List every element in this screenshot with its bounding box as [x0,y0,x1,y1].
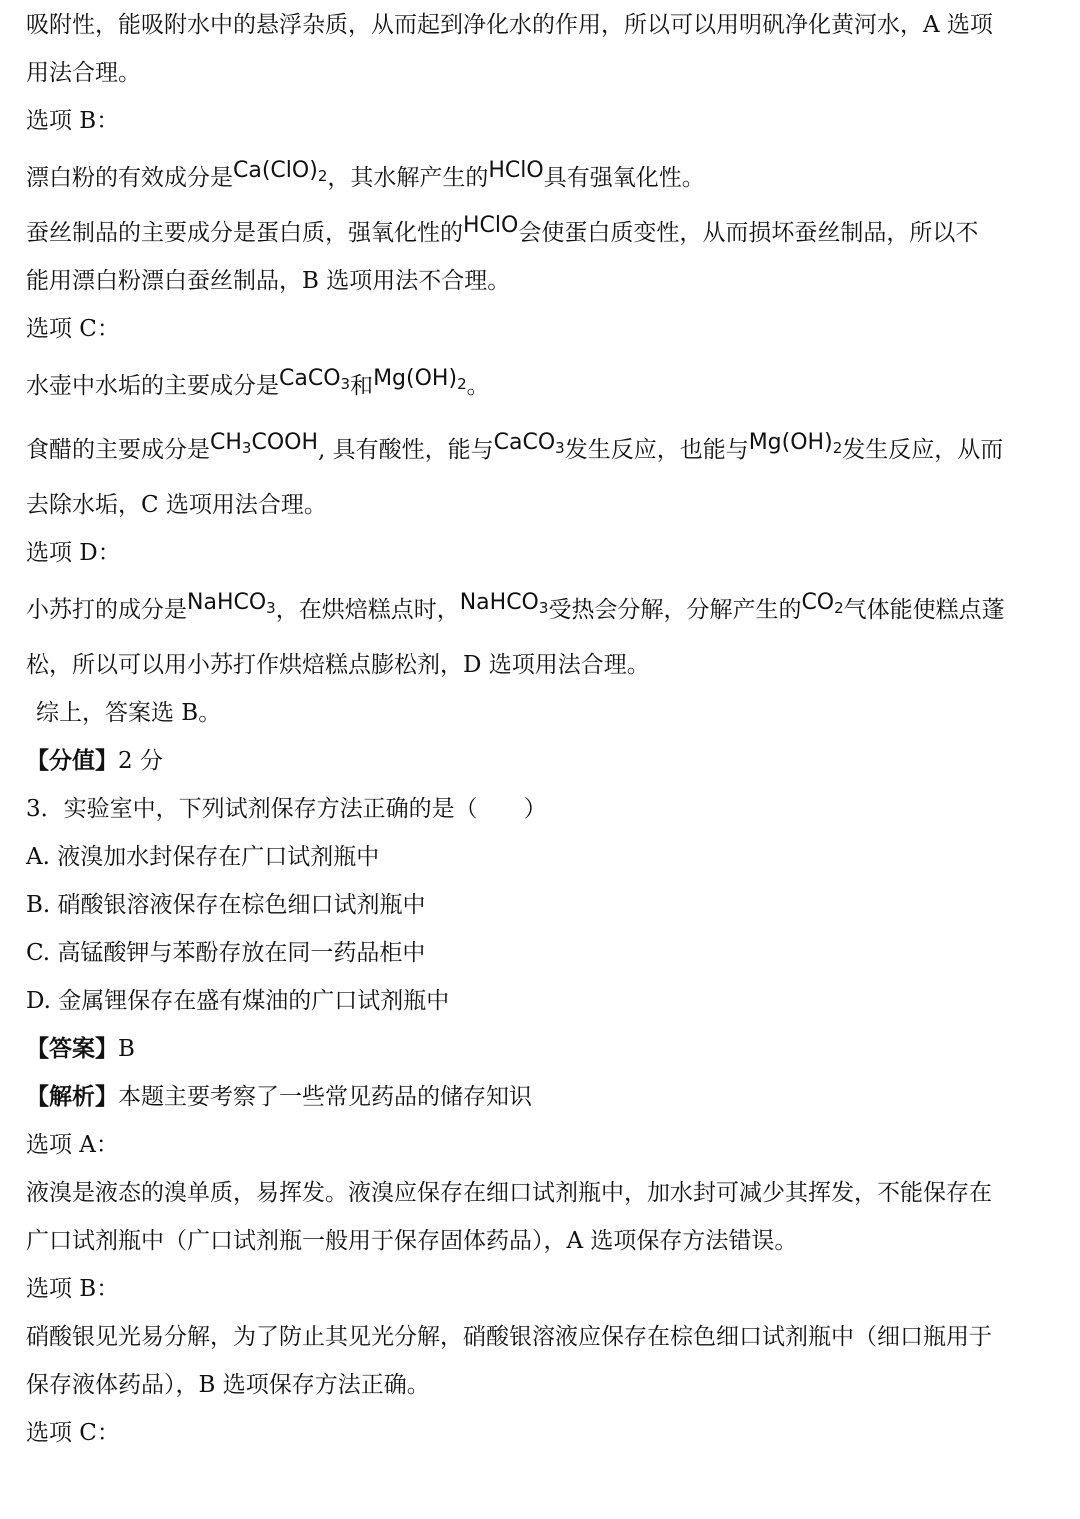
question-stem: 3．实验室中，下列试剂保存方法正确的是（ ） [26,796,547,822]
formula-mg-oh2: $Mg(OH)_2$ [748,430,843,457]
answer-value: B [118,1036,135,1062]
analysis-line [26,1082,532,1112]
text-line-scale: 水壶中水垢的主要成分是CaCO$_3$和$Mg(OH)_2$。 [26,366,490,399]
answer-line [26,1034,135,1064]
option-heading: 选项 A： [26,1132,119,1158]
formula-hclo: HClO [463,213,519,238]
option-heading: 选项 C： [26,316,120,342]
text-line: 吸附性，能吸附水中的悬浮杂质，从而起到净化水的作用，所以可以用明矾净化黄河水，A 选项 [26,12,993,38]
text-line-bleach: 漂白粉的有效成分是$Ca(ClO)_2$，其水解产生的HClO具有强氧化性。 [26,158,705,191]
choice-d: D. 金属锂保存在盛有煤油的广口试剂瓶中 [26,988,450,1014]
text-line: 液溴是液态的溴单质，易挥发。液溴应保存在细口试剂瓶中，加水封可减少其挥发，不能保存在 [26,1180,992,1206]
text-line: 用法合理。 [26,60,141,86]
text-line-baking-soda: 小苏打的成分是NaHCO$_3$，在烘焙糕点时，NaHCO$_3$受热会分解，分解产生的$CO_2$气体能使糕点蓬 [26,590,1005,623]
text-line: 硝酸银见光易分解，为了防止其见光分解，硝酸银溶液应保存在棕色细口试剂瓶中（细口瓶用于 [26,1324,992,1350]
analysis-text: 本题主要考察了一些常见药品的储存知识 [118,1084,532,1110]
formula-caco3: CaCO$_3$ [493,430,565,457]
text-line: 能用漂白粉漂白蚕丝制品，B 选项用法不合理。 [26,268,511,294]
score-label: 【分值】 [26,747,118,774]
option-heading: 选项 C： [26,1420,120,1446]
option-heading: 选项 B： [26,1276,120,1302]
text-line-vinegar: 食醋的主要成分是$CH_3COOH$, 具有酸性，能与CaCO$_3$发生反应，也能与$Mg(OH)_2$发生反应，从而 [26,430,1004,463]
formula-co2: $CO_2$ [801,590,844,617]
formula-caco3: CaCO$_3$ [279,366,351,393]
conclusion-line: 综上，答案选 B。 [36,700,222,726]
formula-mg-oh2: $Mg(OH)_2$ [373,366,467,393]
text-line-silk: 蚕丝制品的主要成分是蛋白质，强氧化性的HClO会使蛋白质变性，从而损坏蚕丝制品，所以不 [26,213,979,246]
analysis-label: 【解析】 [26,1083,118,1110]
formula-nahco3: NaHCO$_3$ [459,590,549,617]
formula-ca-clo2: $Ca(ClO)_2$ [233,158,328,185]
choice-b: B. 硝酸银溶液保存在棕色细口试剂瓶中 [26,892,426,918]
text-line: 广口试剂瓶中（广口试剂瓶一般用于保存固体药品），A 选项保存方法错误。 [26,1228,798,1254]
option-heading: 选项 D： [26,540,121,566]
text-line: 去除水垢，C 选项用法合理。 [26,492,327,518]
formula-ch3cooh: $CH_3COOH$ [210,430,318,457]
answer-label: 【答案】 [26,1035,118,1062]
choice-c: C. 高锰酸钾与苯酚存放在同一药品柜中 [26,940,426,966]
choice-a: A. 液溴加水封保存在广口试剂瓶中 [26,844,380,870]
score-line [26,746,163,776]
score-value: 2 分 [118,748,163,774]
text-line: 松，所以可以用小苏打作烘焙糕点膨松剂，D 选项用法合理。 [26,652,650,678]
text-line: 保存液体药品），B 选项保存方法正确。 [26,1372,430,1398]
option-heading: 选项 B： [26,108,120,134]
formula-hclo: HClO [488,158,544,183]
formula-nahco3: NaHCO$_3$ [187,590,276,617]
